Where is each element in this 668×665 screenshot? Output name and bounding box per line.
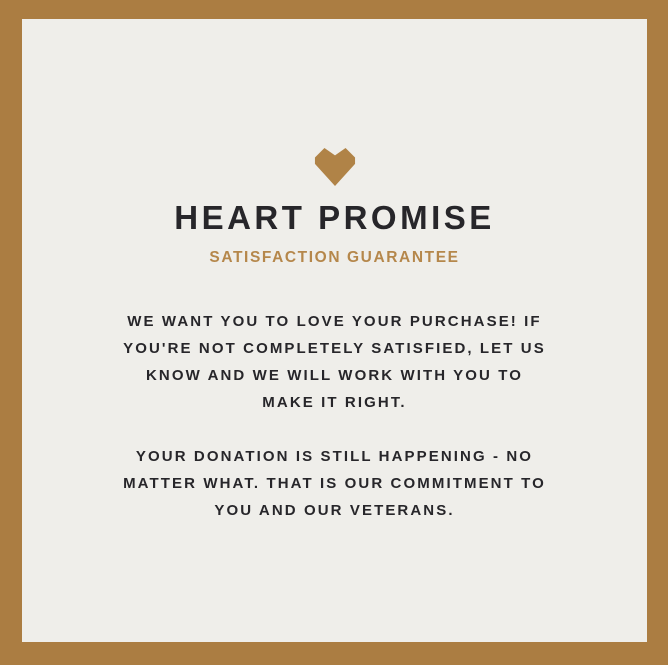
card-subtitle: SATISFACTION GUARANTEE: [209, 249, 460, 266]
heart-icon: [314, 148, 356, 186]
card-title: HEART PROMISE: [174, 199, 495, 236]
promise-card: [22, 19, 647, 642]
paragraph-donation: [95, 443, 575, 524]
text-line: WE WANT YOU TO LOVE YOUR PURCHASE! IF: [127, 313, 542, 330]
text-line: YOU AND OUR VETERANS.: [214, 502, 455, 519]
paragraph-satisfaction: [95, 308, 575, 416]
text-line: YOU'RE NOT COMPLETELY SATISFIED, LET US: [123, 340, 546, 357]
heart-shape: [314, 148, 354, 186]
text-line: MATTER WHAT. THAT IS OUR COMMITMENT TO: [123, 475, 546, 492]
text-line: YOUR DONATION IS STILL HAPPENING - NO: [135, 448, 534, 465]
text-line: KNOW AND WE WILL WORK WITH YOU TO: [145, 367, 524, 384]
text-line: MAKE IT RIGHT.: [262, 394, 407, 411]
